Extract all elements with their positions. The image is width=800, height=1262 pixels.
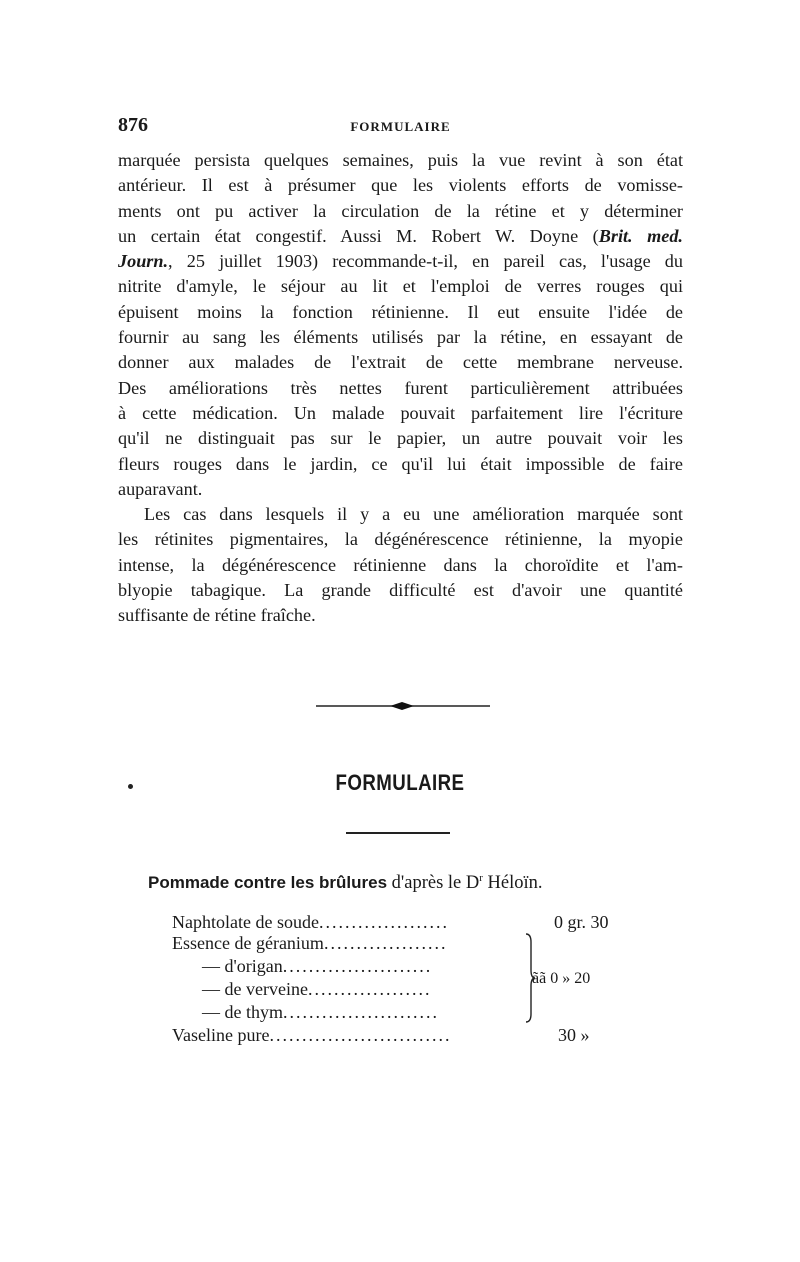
- recipe-title: [148, 872, 543, 894]
- ingredient-name: — de thym........................: [202, 1002, 439, 1022]
- text-line: fournir au sang les éléments utilisés par la rétine, en essayant de: [118, 327, 683, 348]
- text-line: auparavant.: [118, 478, 203, 499]
- recipe-author: Héloïn.: [482, 873, 543, 894]
- paragraph: [118, 148, 683, 502]
- ingredient-quantity: 30 »: [558, 1025, 590, 1045]
- text-fragment: , 25 juillet 1903) recommande-t-il, en pareil cas, l'usage du: [168, 251, 683, 272]
- text-line: Les cas dans lesquels il y a eu une amélioration marquée sont: [144, 504, 683, 525]
- citation: Journ.: [118, 251, 169, 272]
- page-number: 876: [118, 114, 148, 136]
- text-line: [118, 224, 683, 249]
- text-line: marquée persista quelques semaines, puis la vue revint à son état: [118, 150, 683, 170]
- recipe-title-rest: d'après le D: [387, 873, 480, 894]
- section-title: FORMULAIRE: [335, 770, 465, 795]
- recipe-title-bold: Pommade contre les brûlures: [148, 873, 388, 893]
- text-line: les rétinites pigmentaires, la dégénérescence rétinienne, la myopie: [118, 529, 683, 550]
- page-header: [118, 114, 683, 142]
- title-rule: [346, 832, 450, 834]
- text-line: épuisent moins la fonction rétinienne. Il eut ensuite l'idée de: [118, 301, 683, 322]
- text-line: fleurs rouges dans le jardin, ce qu'il lui était impossible de faire: [118, 453, 683, 474]
- shared-quantity: ãã 0 » 20: [532, 970, 591, 987]
- text-line: donner aux malades de l'extrait de cette membrane nerveuse.: [118, 352, 683, 373]
- text-line: blyopie tabagique. La grande difficulté est d'avoir une quantité: [118, 580, 683, 601]
- text-line: suffisante de rétine fraîche.: [118, 605, 316, 626]
- text-line: antérieur. Il est à présumer que les violents efforts de vomisse-: [118, 175, 683, 196]
- text-line: à cette médication. Un malade pouvait parfaitement lire l'écriture: [118, 402, 683, 423]
- ingredient-name: Vaseline pure............................: [172, 1025, 452, 1045]
- ingredient-row: [172, 933, 632, 957]
- ingredient-name: — d'origan.......................: [202, 956, 433, 976]
- ingredient-quantity: 0 gr. 30: [554, 912, 609, 932]
- ingredient-row: [172, 1002, 632, 1026]
- ornament-divider: [316, 699, 490, 713]
- recipe-title-sup: r: [479, 872, 483, 884]
- text-line: qu'il ne distinguait pas sur le papier, un autre pouvait voir les: [118, 428, 683, 449]
- citation: Brit. med.: [598, 225, 683, 246]
- paragraph: [118, 502, 683, 628]
- ingredient-row: [172, 1025, 632, 1049]
- text-line: nitrite d'amyle, le séjour au lit et l'emploi de verres rouges qui: [118, 276, 683, 297]
- body-text: [118, 148, 683, 629]
- text-line: ments ont pu activer la circulation de la rétine et y déterminer: [118, 200, 683, 221]
- running-title: FORMULAIRE: [350, 119, 451, 134]
- text-fragment: un certain état congestif. Aussi M. Robert W. Doyne (: [118, 225, 599, 246]
- text-line: [118, 249, 683, 274]
- ingredient-name: Naphtolate de soude....................: [172, 912, 449, 932]
- text-line: Des améliorations très nettes furent particulièrement attribuées: [118, 377, 683, 398]
- text-line: intense, la dégénérescence rétinienne dans la choroïdite et l'am-: [118, 554, 683, 575]
- ingredient-name: — de verveine...................: [202, 979, 432, 999]
- ingredient-name: Essence de géranium...................: [172, 933, 448, 953]
